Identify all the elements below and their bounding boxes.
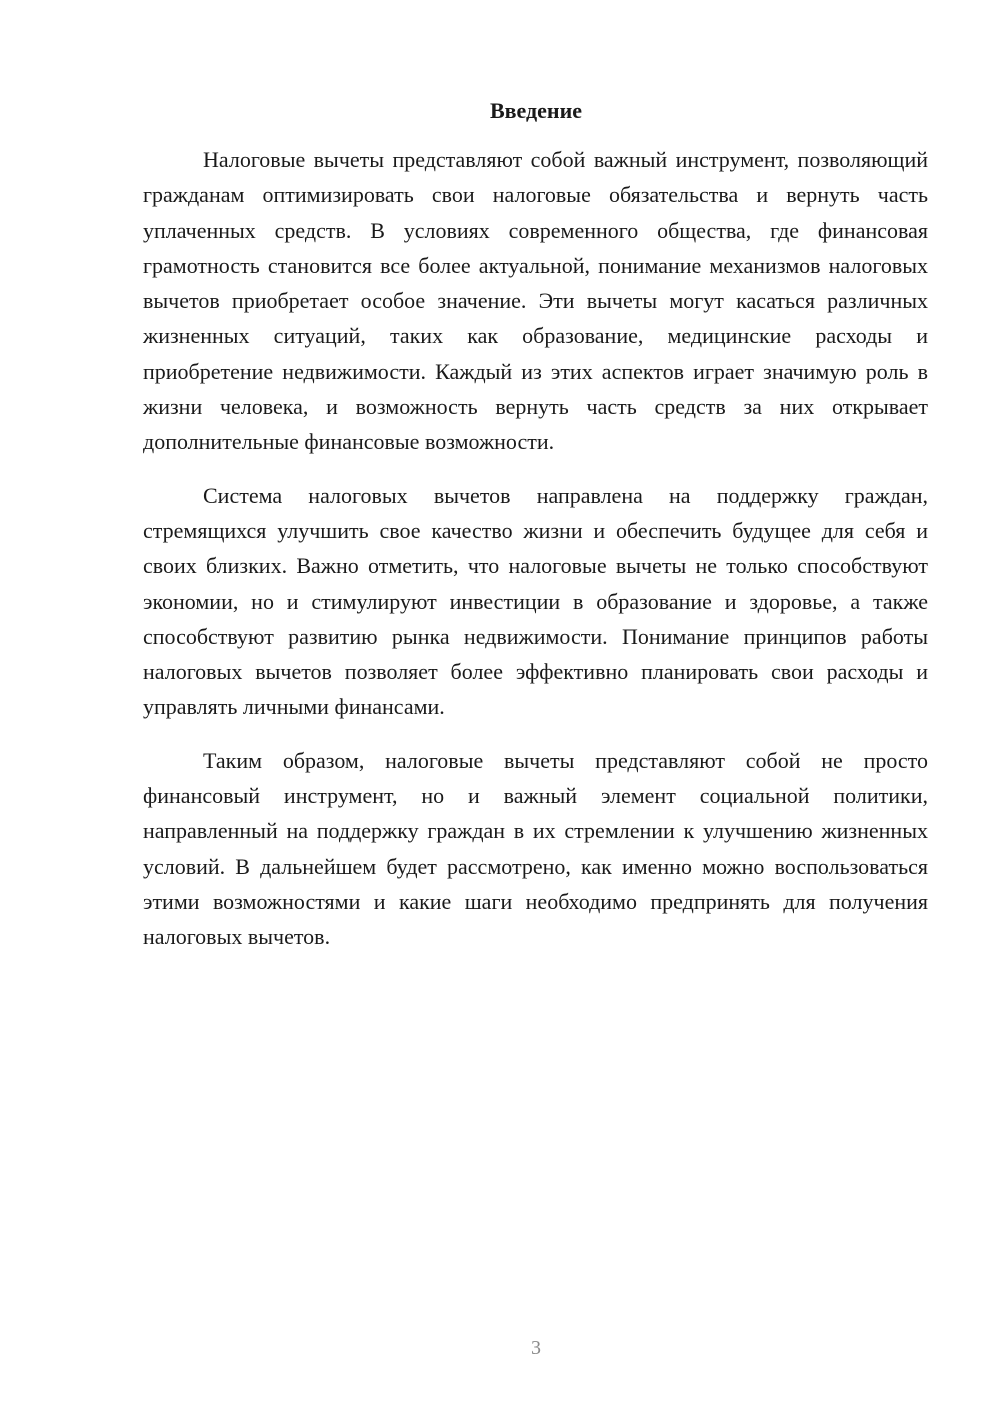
section-heading: Введение [489, 98, 583, 123]
paragraph-1: Налоговые вычеты представляют собой важный инструмент, позволяющий гражданам оптимизировать свои налоговые обязательства и вернуть часть уплаченных средств. В условиях современного общества, где финансовая грамотность становится все более актуальной, понимание механизмов налоговых вычетов приобретает особое значение. Эти вычеты могут касаться различных жизненных ситуаций, таких как образование, медицинские расходы и приобретение недвижимости. Каждый из этих аспектов играет значимую роль в жизни человека, и возможность вернуть часть средств за них открывает дополнительные финансовые возможности. [143, 147, 928, 455]
page-number: 3 [531, 1337, 541, 1359]
body-text [143, 142, 928, 955]
paragraph-2: Система налоговых вычетов направлена на поддержку граждан, стремящихся улучшить свое качество жизни и обеспечить будущее для себя и своих близких. Важно отметить, что налоговые вычеты не только способствуют экономии, но и стимулируют инвестиции в образование и здоровье, а также способствуют развитию рынка недвижимости. Понимание принципов работы налоговых вычетов позволяет более эффективно планировать свои расходы и управлять личными финансами. [143, 482, 928, 720]
paragraph-3: Таким образом, налоговые вычеты представляют собой не просто финансовый инструмент, но и важный элемент социальной политики, направленный на поддержку граждан в их стремлении к улучшению жизненных условий. В дальнейшем будет рассмотрено, как именно можно воспользоваться этими возможностями и какие шаги необходимо предпринять для получения налоговых вычетов. [143, 747, 928, 950]
